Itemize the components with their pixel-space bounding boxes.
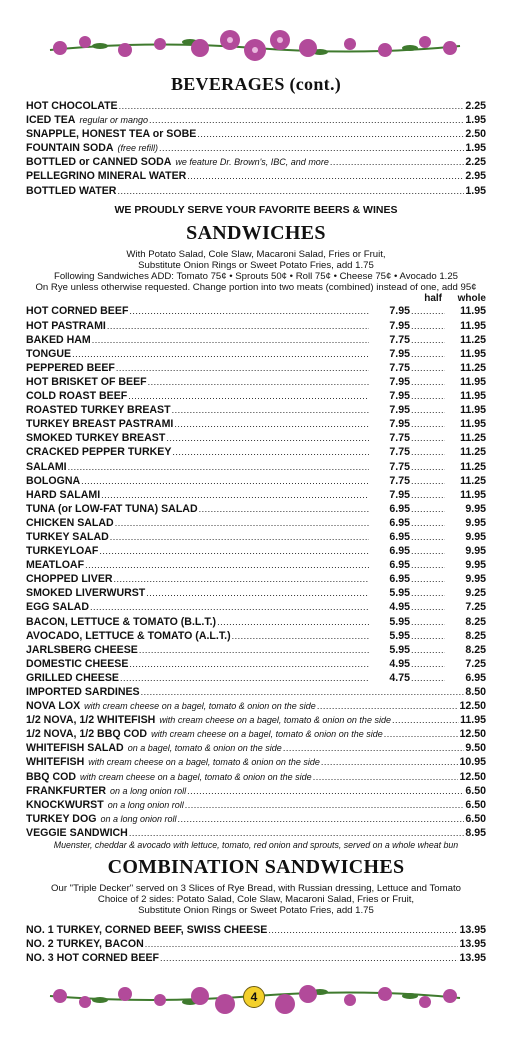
item-price-half: 7.95 (389, 319, 410, 332)
dot-leader (129, 304, 369, 318)
dot-leader (411, 389, 445, 403)
dot-leader (411, 657, 445, 671)
dot-leader (411, 347, 445, 361)
dot-leader (411, 445, 445, 459)
item-name: PEPPERED BEEF (26, 361, 115, 374)
dot-leader (411, 558, 445, 572)
item-price-whole: 7.25 (465, 601, 486, 614)
item-name: TURKEY SALAD (26, 530, 109, 543)
item-price-whole: 11.95 (460, 488, 486, 501)
desc-line: On Rye unless otherwise requested. Change portion into two meats (combined) instead of one, add 95¢ (35, 282, 477, 294)
menu-item-row (26, 685, 486, 699)
menu-item-row (26, 141, 486, 155)
whole-header: whole (457, 293, 486, 305)
menu-item-row (26, 403, 486, 417)
dot-leader (268, 923, 458, 937)
item-name: WHITEFISH (26, 756, 85, 769)
menu-item-row (26, 826, 486, 840)
dot-leader (172, 403, 369, 417)
dot-leader (197, 127, 464, 141)
item-price-half: 7.95 (389, 390, 410, 403)
menu-item-row (26, 347, 486, 361)
item-price: 6.50 (465, 798, 486, 811)
menu-item-row (26, 488, 486, 502)
menu-item-row (26, 113, 486, 127)
veggie-note: Muenster, cheddar & avocado with lettuce, tomato, red onion and sprouts, served on a whole wheat bun (53, 840, 459, 851)
item-name: HOT BRISKET OF BEEF (26, 375, 147, 388)
dot-leader (101, 488, 369, 502)
menu-item-row (26, 169, 486, 183)
menu-item-row (26, 643, 486, 657)
item-price-half: 7.75 (389, 333, 410, 346)
item-price-whole: 9.95 (465, 516, 486, 529)
dot-leader (172, 445, 369, 459)
item-price-half: 7.75 (389, 446, 410, 459)
item-name: BOTTLED WATER (26, 184, 117, 197)
menu-content (26, 74, 486, 965)
item-name: BBQ COD (26, 770, 77, 783)
menu-item-row (26, 184, 486, 198)
item-price: 13.95 (459, 923, 486, 936)
dot-leader (411, 643, 445, 657)
item-name: JARLSBERG CHEESE (26, 643, 138, 656)
desc-line: With Potato Salad, Cole Slaw, Macaroni Salad, Fries or Fruit, (126, 248, 386, 260)
item-price: 8.50 (465, 686, 486, 698)
item-name: CRACKED PEPPER TURKEY (26, 446, 172, 459)
beers-wines-notice: WE PROUDLY SERVE YOUR FAVORITE BEERS & WINES (114, 203, 398, 216)
item-price: 1.95 (465, 114, 486, 127)
item-price-half: 7.95 (389, 488, 410, 501)
item-name: GRILLED CHEESE (26, 671, 120, 684)
dot-leader (68, 460, 369, 474)
menu-item-row (26, 304, 486, 318)
item-note: with cream cheese on a bagel, tomato & onion on the side (159, 715, 391, 726)
menu-item-row (26, 755, 486, 769)
menu-item-row (26, 615, 486, 629)
item-price-half: 7.95 (389, 347, 410, 360)
item-price-whole: 9.95 (465, 502, 486, 515)
floral-garland-top (40, 22, 470, 66)
item-price-whole: 11.25 (460, 446, 486, 459)
desc-line: Substitute Onion Rings or Sweet Potato Fries, add 1.75 (138, 905, 374, 917)
dot-leader (148, 375, 369, 389)
desc-line: Substitute Onion Rings or Sweet Potato Fries, add 1.75 (138, 259, 374, 271)
item-name: TURKEY BREAST PASTRAMI (26, 418, 174, 431)
dot-leader (85, 558, 369, 572)
item-price-half: 7.75 (389, 460, 410, 473)
dot-leader (411, 586, 445, 600)
item-note: with cream cheese on a bagel, tomato & onion on the side (80, 771, 312, 782)
item-name: ICED TEA (26, 114, 76, 127)
dot-leader (115, 516, 369, 530)
item-price-whole: 11.95 (460, 375, 486, 388)
item-price-half: 7.95 (389, 418, 410, 431)
dot-leader (139, 643, 369, 657)
item-price-whole: 11.25 (460, 361, 486, 374)
item-price-half: 7.95 (389, 375, 410, 388)
item-name: HARD SALAMI (26, 488, 101, 501)
item-name: FOUNTAIN SODA (26, 142, 114, 155)
item-price: 12.50 (459, 700, 486, 713)
dot-leader (160, 951, 458, 965)
menu-item-row (26, 600, 486, 614)
item-note: on a long onion roll (110, 785, 187, 796)
menu-item-row (26, 460, 486, 474)
menu-item-row (26, 713, 486, 727)
dot-leader (411, 333, 445, 347)
item-price: 2.25 (465, 156, 486, 169)
specialty-list (26, 685, 486, 840)
item-name: HOT CHOCOLATE (26, 100, 118, 112)
menu-item-row (26, 937, 486, 951)
item-price-whole: 6.95 (465, 671, 486, 684)
dot-leader (330, 155, 465, 169)
menu-item-row (26, 99, 486, 113)
item-name: AVOCADO, LETTUCE & TOMATO (A.L.T.) (26, 629, 231, 642)
menu-item-row (26, 923, 486, 937)
item-note: with cream cheese on a bagel, tomato & onion on the side (84, 701, 316, 712)
item-name: WHITEFISH SALAD (26, 742, 124, 755)
item-price-whole: 11.95 (460, 418, 486, 431)
item-name: CHICKEN SALAD (26, 516, 114, 529)
item-price: 9.50 (465, 742, 486, 755)
menu-item-row (26, 699, 486, 713)
item-price-half: 7.75 (389, 361, 410, 374)
item-price: 12.50 (459, 728, 486, 741)
item-name: TUNA (or LOW-FAT TUNA) SALAD (26, 502, 198, 515)
dot-leader (283, 741, 465, 755)
item-price-whole: 11.25 (460, 333, 486, 346)
item-price-whole: 11.25 (460, 432, 486, 445)
dot-leader (92, 333, 369, 347)
dot-leader (141, 685, 465, 699)
item-note: on a long onion roll (100, 813, 177, 824)
item-name: NOVA LOX (26, 700, 81, 713)
dot-leader (317, 699, 459, 713)
item-note: with cream cheese on a bagel, tomato & onion on the side (88, 757, 320, 768)
dot-leader (411, 502, 445, 516)
price-column-headers (26, 293, 486, 304)
item-price-half: 6.95 (389, 502, 410, 515)
dot-leader (99, 544, 369, 558)
item-price-whole: 11.25 (460, 460, 486, 473)
dot-leader (117, 184, 464, 198)
menu-item-row (26, 474, 486, 488)
item-name: DOMESTIC CHEESE (26, 657, 129, 670)
item-price-whole: 8.25 (465, 615, 486, 628)
item-price-half: 5.95 (389, 587, 410, 600)
item-name: SMOKED TURKEY BREAST (26, 432, 166, 445)
item-price: 2.25 (465, 100, 486, 112)
dot-leader (411, 304, 445, 318)
dot-leader (185, 798, 465, 812)
item-price-half: 6.95 (389, 516, 410, 529)
item-name: VEGGIE SANDWICH (26, 826, 128, 839)
menu-item-row (26, 951, 486, 965)
desc-line: Our "Triple Decker" served on 3 Slices of Rye Bread, with Russian dressing, Lettuce and Tomato (51, 883, 461, 895)
menu-item-row (26, 657, 486, 671)
dot-leader (110, 530, 369, 544)
item-name: BACON, LETTUCE & TOMATO (B.L.T.) (26, 615, 217, 628)
dot-leader (187, 169, 464, 183)
menu-item-row (26, 798, 486, 812)
item-price-half: 7.95 (389, 404, 410, 417)
item-price: 6.50 (465, 812, 486, 825)
dot-leader (411, 403, 445, 417)
item-price-whole: 9.95 (465, 573, 486, 586)
menu-item-row (26, 530, 486, 544)
item-name: MEATLOAF (26, 559, 85, 572)
item-price-whole: 11.95 (460, 404, 486, 417)
item-name: PELLEGRINO MINERAL WATER (26, 170, 187, 183)
menu-item-row (26, 770, 486, 784)
menu-item-row (26, 629, 486, 643)
item-name: TURKEY DOG (26, 812, 97, 825)
dot-leader (107, 319, 369, 333)
desc-line: Choice of 2 sides: Potato Salad, Cole Slaw, Macaroni Salad, Fries or Fruit, (97, 894, 415, 906)
dot-leader (129, 657, 369, 671)
dot-leader (120, 671, 369, 685)
item-price: 1.95 (465, 142, 486, 155)
dot-leader (411, 375, 445, 389)
dot-leader (411, 361, 445, 375)
dot-leader (128, 389, 369, 403)
item-price: 8.95 (465, 826, 486, 839)
dot-leader (119, 99, 465, 113)
menu-item-row (26, 544, 486, 558)
item-price-half: 4.95 (389, 601, 410, 614)
dot-leader (72, 347, 369, 361)
item-price-half: 6.95 (389, 545, 410, 558)
item-price-half: 5.95 (389, 629, 410, 642)
desc-line: Following Sandwiches ADD: Tomato 75¢ • Sprouts 50¢ • Roll 75¢ • Cheese 75¢ • Avocado 1.25 (53, 271, 458, 283)
dot-leader (411, 319, 445, 333)
dot-leader (174, 417, 369, 431)
item-name: TURKEYLOAF (26, 545, 99, 558)
dot-leader (145, 937, 459, 951)
menu-item-row (26, 375, 486, 389)
dot-leader (384, 727, 459, 741)
dot-leader (146, 586, 369, 600)
item-price-half: 4.75 (389, 671, 410, 684)
menu-item-row (26, 127, 486, 141)
sandwiches-list (26, 304, 486, 685)
item-price: 10.95 (459, 756, 486, 769)
dot-leader (411, 629, 445, 643)
menu-item-row (26, 319, 486, 333)
beverages-list (26, 99, 486, 198)
item-name: NO. 2 TURKEY, BACON (26, 937, 144, 950)
item-name: EGG SALAD (26, 601, 89, 614)
item-price: 6.50 (465, 784, 486, 797)
dot-leader (411, 488, 445, 502)
dot-leader (411, 417, 445, 431)
item-price-whole: 11.25 (460, 474, 486, 487)
dot-leader (81, 474, 369, 488)
dot-leader (392, 713, 459, 727)
item-note: on a bagel, tomato & onion on the side (127, 743, 282, 754)
item-price-whole: 11.95 (460, 319, 486, 332)
dot-leader (411, 530, 445, 544)
sandwiches-description (26, 249, 486, 294)
dot-leader (321, 755, 459, 769)
item-name: SMOKED LIVERWURST (26, 587, 146, 600)
item-price-whole: 11.95 (460, 347, 486, 360)
dot-leader (166, 431, 369, 445)
item-price: 13.95 (459, 937, 486, 950)
menu-item-row (26, 333, 486, 347)
item-price-half: 7.75 (389, 432, 410, 445)
item-price: 1.95 (465, 184, 486, 197)
dot-leader (187, 784, 464, 798)
item-price-whole: 11.95 (460, 390, 486, 403)
dot-leader (313, 770, 459, 784)
menu-item-row (26, 812, 486, 826)
menu-item-row (26, 155, 486, 169)
item-price-half: 5.95 (389, 643, 410, 656)
sandwiches-title: SANDWICHES (186, 221, 326, 244)
dot-leader (232, 629, 369, 643)
item-price-whole: 9.95 (465, 559, 486, 572)
item-name: CHOPPED LIVER (26, 573, 113, 586)
item-price-whole: 9.25 (465, 587, 486, 600)
item-price-whole: 8.25 (465, 643, 486, 656)
menu-item-row (26, 502, 486, 516)
combination-description (26, 883, 486, 917)
dot-leader (411, 615, 445, 629)
item-name: BOLOGNA (26, 474, 81, 487)
menu-item-row (26, 586, 486, 600)
item-price: 2.50 (465, 128, 486, 141)
item-price: 2.95 (465, 170, 486, 183)
menu-item-row (26, 361, 486, 375)
combination-list (26, 923, 486, 965)
dot-leader (217, 615, 369, 629)
item-name: IMPORTED SARDINES (26, 686, 140, 698)
dot-leader (411, 600, 445, 614)
dot-leader (411, 474, 445, 488)
item-price-whole: 7.25 (465, 657, 486, 670)
dot-leader (159, 141, 464, 155)
dot-leader (90, 600, 369, 614)
item-note: on a long onion roll (107, 799, 184, 810)
item-price-whole: 8.25 (465, 629, 486, 642)
item-note: regular or mango (79, 115, 148, 126)
dot-leader (129, 826, 465, 840)
item-name: HOT CORNED BEEF (26, 305, 129, 318)
combination-title: COMBINATION SANDWICHES (107, 856, 405, 879)
item-price-half: 6.95 (389, 573, 410, 586)
dot-leader (411, 516, 445, 530)
item-price-half: 7.95 (389, 305, 410, 318)
item-name: 1/2 NOVA, 1/2 BBQ COD (26, 728, 148, 741)
item-price-whole: 9.95 (465, 530, 486, 543)
menu-item-row (26, 558, 486, 572)
item-price-half: 4.95 (389, 657, 410, 670)
menu-item-row (26, 389, 486, 403)
item-name: ROASTED TURKEY BREAST (26, 404, 171, 417)
dot-leader (114, 572, 369, 586)
dot-leader (116, 361, 369, 375)
item-name: SNAPPLE, HONEST TEA or SOBE (26, 128, 197, 141)
item-note: we feature Dr. Brown's, IBC, and more (175, 157, 329, 168)
dot-leader (411, 671, 445, 685)
dot-leader (411, 460, 445, 474)
menu-item-row (26, 671, 486, 685)
item-name: HOT PASTRAMI (26, 319, 106, 332)
item-name: SALAMI (26, 460, 67, 473)
page-number-badge: 4 (243, 986, 265, 1008)
dot-leader (411, 544, 445, 558)
item-price-whole: 9.95 (465, 545, 486, 558)
dot-leader (178, 812, 465, 826)
beverages-title: BEVERAGES (cont.) (170, 74, 342, 94)
item-name: NO. 1 TURKEY, CORNED BEEF, SWISS CHEESE (26, 923, 268, 936)
menu-item-row (26, 516, 486, 530)
dot-leader (199, 502, 369, 516)
item-note: (free refill) (117, 143, 159, 154)
item-price-half: 6.95 (389, 530, 410, 543)
dot-leader (411, 572, 445, 586)
item-price-half: 6.95 (389, 559, 410, 572)
item-price: 11.95 (460, 714, 486, 727)
item-price-half: 7.75 (389, 474, 410, 487)
dot-leader (411, 431, 445, 445)
half-header: half (424, 293, 442, 305)
menu-item-row (26, 572, 486, 586)
item-note: with cream cheese on a bagel, tomato & onion on the side (151, 729, 383, 740)
menu-item-row (26, 784, 486, 798)
item-name: BAKED HAM (26, 333, 91, 346)
item-price: 13.95 (459, 951, 486, 964)
item-name: FRANKFURTER (26, 784, 107, 797)
menu-item-row (26, 727, 486, 741)
item-name: KNOCKWURST (26, 798, 104, 811)
item-price-half: 5.95 (389, 615, 410, 628)
item-name: NO. 3 HOT CORNED BEEF (26, 951, 160, 964)
menu-item-row (26, 417, 486, 431)
item-name: 1/2 NOVA, 1/2 WHITEFISH (26, 714, 156, 727)
dot-leader (149, 113, 464, 127)
item-price-whole: 11.95 (460, 305, 486, 318)
item-name: TONGUE (26, 347, 72, 360)
menu-item-row (26, 741, 486, 755)
menu-item-row (26, 431, 486, 445)
item-name: COLD ROAST BEEF (26, 390, 128, 403)
item-name: BOTTLED or CANNED SODA (26, 156, 172, 169)
menu-item-row (26, 445, 486, 459)
item-price: 12.50 (459, 770, 486, 783)
